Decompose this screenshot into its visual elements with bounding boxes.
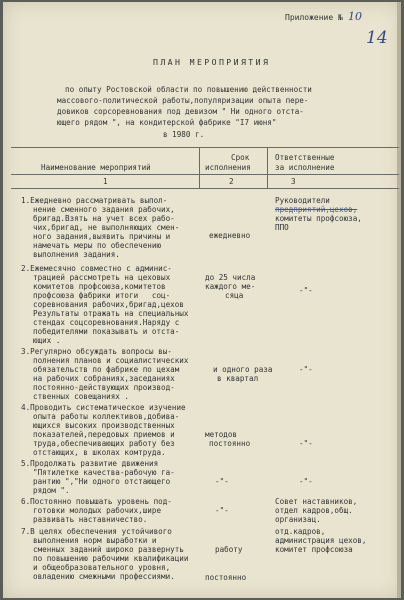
row-text-line: бригад.Взять на учет всех рабо-	[33, 214, 175, 223]
row-deadline: -"-	[215, 506, 229, 515]
row-text-line: чих,бригад, не выполняющих смен-	[33, 223, 180, 232]
row-responsible: Руководители	[275, 196, 330, 205]
row-text-line: готовки молодых рабочих,шире	[33, 506, 162, 515]
row-text-line: овладению смежными профессиями.	[33, 572, 175, 581]
subtitle-line: массового-политической работы,популяризации опыта пере-	[57, 96, 309, 105]
row-responsible: -"-	[299, 477, 313, 486]
row-text-line: ного задания,выявить причины и	[33, 232, 171, 241]
row-text-line: трацией рассмотреть на цеховых	[33, 273, 171, 282]
row-text-line: 4.Проводить систематическое изучение	[21, 403, 186, 412]
row-deadline: постоянно	[209, 439, 251, 448]
row-text-line: победителями показывать и отста-	[33, 327, 180, 336]
row-deadline: до 25 числа	[205, 273, 256, 282]
row-text-line: 3.Регулярно обсуждать вопросы вы-	[21, 347, 172, 356]
row-deadline: в квартал	[217, 374, 259, 383]
row-text-line: показателей,передовых приемов и	[33, 430, 175, 439]
row-deadline: и одного раза	[213, 365, 273, 374]
row-text-line: полнения планов и социалистических	[33, 356, 189, 365]
row-responsible: комитет профсоюза	[275, 545, 353, 554]
row-responsible: -"-	[299, 286, 313, 295]
col-header-deadline: исполнения	[205, 163, 251, 172]
row-text-line: развивать наставничество.	[33, 515, 148, 524]
row-text-line: профсоюза фабрики итоги соц-	[33, 291, 171, 300]
row-responsible: ППО	[275, 223, 289, 232]
row-text-line: "Пятилетке качества-рабочую га-	[33, 468, 175, 477]
header-bottom-rule	[11, 188, 399, 189]
subtitle-line: по опыту Ростовской области по повышению действенности	[65, 85, 312, 94]
row-deadline: постоянно	[205, 573, 247, 582]
row-text-line: соревнования рабочих,бригад,цехов	[33, 300, 184, 309]
row-responsible: отд.кадров,	[275, 527, 326, 536]
row-deadline: -"-	[215, 477, 229, 486]
row-text-line: выполнения задания.	[33, 250, 120, 259]
row-text-line: постоянно-действующих производ-	[33, 383, 175, 392]
page-number: 14	[366, 28, 388, 48]
row-text-line: комитетов профсоюза,комитетов	[33, 282, 166, 291]
row-responsible: комитеты профсоюза,	[275, 214, 362, 223]
row-responsible: отдел кадров,общ.	[275, 506, 353, 515]
row-text-line: по повышению рабочими квалификации	[33, 554, 189, 563]
row-text-line: рантию ","Ни одного отстающего	[33, 477, 171, 486]
row-text-line: рядом ".	[33, 486, 70, 495]
row-deadline: методов	[205, 430, 238, 439]
row-deadline: каждого ме-	[205, 282, 256, 291]
document-page	[3, 2, 401, 598]
col-header-responsible: за исполнение	[275, 163, 335, 172]
appendix-label: Приложение №	[285, 13, 343, 22]
row-deadline: сяца	[225, 291, 244, 300]
col-number: 1	[103, 177, 108, 186]
row-responsible: -"-	[299, 365, 313, 374]
row-text-line: и общеобразовательного уровня,	[33, 563, 171, 572]
row-text-line: 7.В целях обеспечения устойчивого	[21, 527, 172, 536]
subtitle-line: в 1980 г.	[163, 130, 205, 139]
row-text-line: опыта работы коллективов,добива-	[33, 412, 180, 421]
row-responsible: предприятий,цехов,	[275, 205, 358, 214]
row-responsible: администрация цехов,	[275, 536, 367, 545]
row-text-line: на рабочих собраниях,заседаниях	[33, 374, 175, 383]
scan-edge	[397, 2, 401, 598]
col-number: 3	[291, 177, 296, 186]
row-text-line: труда,обеспечивающих работу без	[33, 439, 175, 448]
row-responsible: Совет наставников,	[275, 497, 358, 506]
row-text-line: сменных заданий широко развернуть	[33, 545, 184, 554]
column-divider	[199, 147, 200, 189]
row-deadline: работу	[215, 545, 243, 554]
row-text-line: выполнения норм выработки и	[33, 536, 157, 545]
row-text-line: стендах соцсоревнования.Наряду с	[33, 318, 180, 327]
document-title: ПЛАН МЕРОПРИЯТИЯ	[153, 57, 271, 67]
subtitle-line: довиков сорсоревнования под девизом " Ни одного отста-	[57, 107, 304, 116]
row-text-line: 5.Продолжать развитие движения	[21, 459, 159, 468]
row-text-line: Результаты отражать на специальных	[33, 309, 189, 318]
row-text-line: 6.Постоянно повышать уровень под-	[21, 497, 172, 506]
row-text-line: 1.Ежедневно рассматривать выпол-	[21, 196, 168, 205]
col-header-name: Наименование мероприятий	[41, 163, 151, 172]
row-text-line: ющихся высоких производственных	[33, 421, 175, 430]
row-text-line: 2.Ежемесячно совместно с админис-	[21, 264, 172, 273]
appendix-number: 10	[348, 10, 362, 23]
row-text-line: ющих .	[33, 336, 61, 345]
row-responsible: организац.	[275, 515, 321, 524]
row-text-line: отстающих, в школах комтруда.	[33, 448, 166, 457]
col-header-deadline: Срок	[231, 153, 250, 162]
row-text-line: ственных совещаниях .	[33, 392, 130, 401]
row-text-line: нение сменного задания рабочих,	[33, 205, 175, 214]
col-header-responsible: Ответственные	[275, 153, 335, 162]
row-text-line: намечать меры по обеспечению	[33, 241, 162, 250]
table-top-rule	[11, 147, 399, 148]
row-deadline: ежедневно	[209, 231, 251, 240]
row-text-line: обязательств по фабрике по цехам	[33, 365, 180, 374]
header-rule	[11, 174, 399, 175]
column-divider	[267, 147, 268, 189]
col-number: 2	[229, 177, 234, 186]
subtitle-line: ющего рядом ", на кондитерской фабрике "I7 июня"	[57, 118, 277, 127]
row-responsible: -"-	[299, 439, 313, 448]
